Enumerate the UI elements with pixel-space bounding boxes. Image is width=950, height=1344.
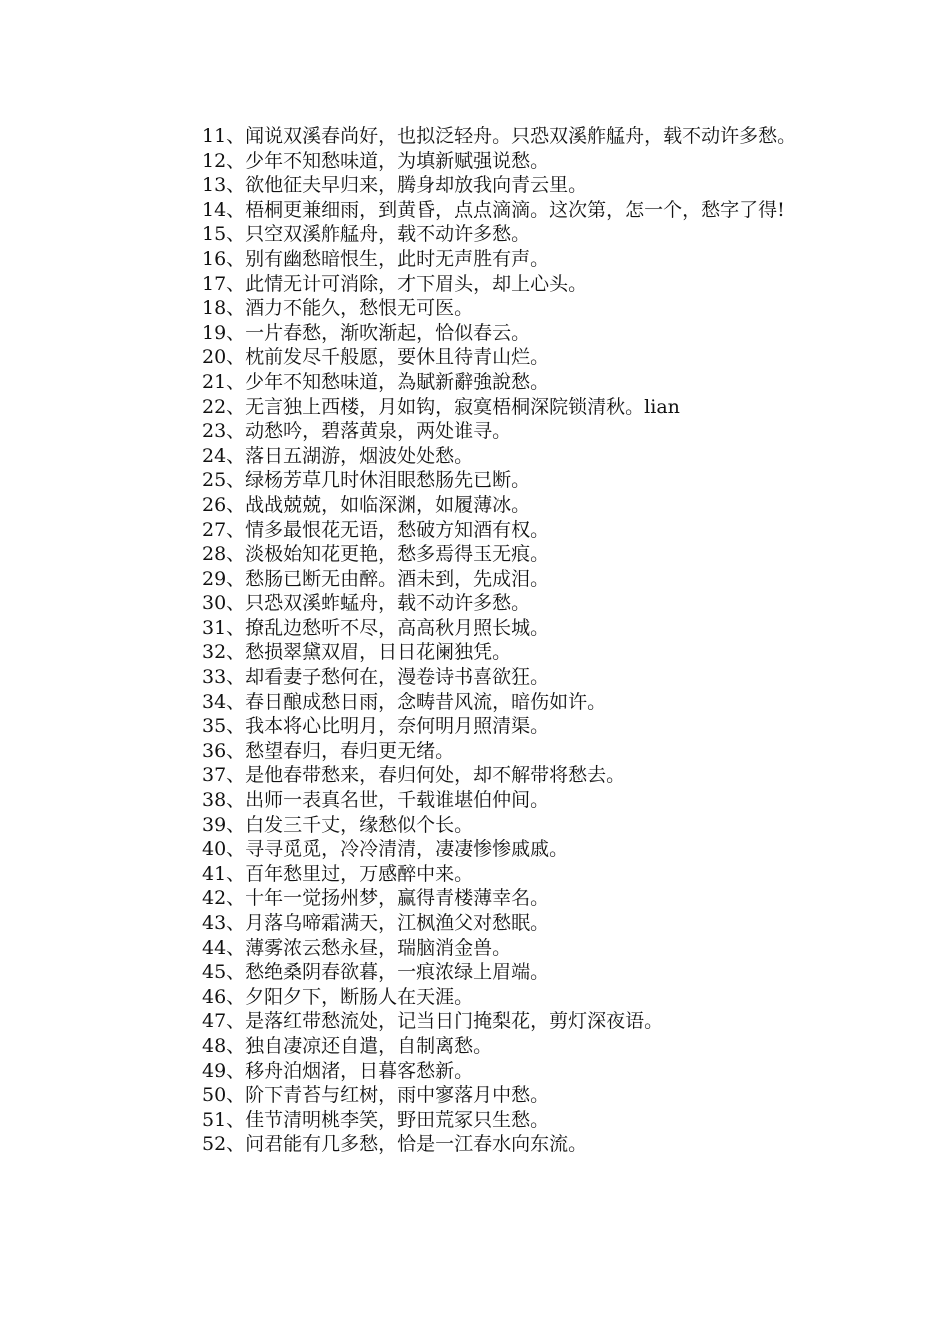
quote-line: 19、一片春愁，渐吹渐起，恰似春云。 xyxy=(202,321,531,344)
quote-line: 20、枕前发尽千般愿，要休且待青山烂。 xyxy=(202,346,550,369)
quote-line: 36、愁望春归，春归更无绪。 xyxy=(202,739,455,762)
quote-line: 27、情多最恨花无语，愁破方知酒有权。 xyxy=(202,518,550,541)
quote-line: 31、撩乱边愁听不尽，高高秋月照长城。 xyxy=(202,616,550,639)
quote-line: 45、愁绝桑阴春欲暮，一痕浓绿上眉端。 xyxy=(202,961,550,984)
quote-line: 38、出师一表真名世，千载谁堪伯仲间。 xyxy=(202,789,550,812)
quote-line: 15、只空双溪舴艋舟，载不动许多愁。 xyxy=(202,223,531,246)
quote-line: 37、是他春带愁来，春归何处，却不解带将愁去。 xyxy=(202,764,626,787)
quote-line: 49、移舟泊烟渚，日暮客愁新。 xyxy=(202,1059,474,1082)
quote-line: 34、春日酿成愁日雨，念畴昔风流，暗伤如许。 xyxy=(202,690,607,713)
quote-list xyxy=(146,124,806,1157)
quote-line: 33、却看妻子愁何在，漫卷诗书喜欲狂。 xyxy=(202,666,550,689)
quote-line: 16、别有幽愁暗恨生，此时无声胜有声。 xyxy=(202,247,550,270)
quote-line: 48、独自凄凉还自遣，自制离愁。 xyxy=(202,1034,493,1057)
quote-line: 51、佳节清明桃李笑，野田荒冢只生愁。 xyxy=(202,1108,550,1131)
quote-line: 23、动愁吟，碧落黄泉，两处谁寻。 xyxy=(202,420,512,443)
quote-line: 32、愁损翠黛双眉，日日花阑独凭。 xyxy=(202,641,512,664)
quote-line: 17、此情无计可消除，才下眉头，却上心头。 xyxy=(202,272,588,295)
quote-line: 14、梧桐更兼细雨，到黄昏，点点滴滴。这次第，怎一个，愁字了得! xyxy=(202,198,785,221)
quote-line: 47、是落红带愁流处，记当日门掩梨花，剪灯深夜语。 xyxy=(202,1010,664,1033)
quote-line: 29、愁肠已断无由醉。酒未到，先成泪。 xyxy=(202,567,550,590)
quote-line: 18、酒力不能久，愁恨无可医。 xyxy=(202,297,474,320)
quote-line: 24、落日五湖游，烟波处处愁。 xyxy=(202,444,474,467)
quote-line: 43、月落乌啼霜满天，江枫渔父对愁眠。 xyxy=(202,912,550,934)
quote-line: 40、寻寻觅觅，冷冷清清，凄凄惨惨戚戚。 xyxy=(202,838,569,861)
quote-line: 35、我本将心比明月，奈何明月照清渠。 xyxy=(202,715,550,738)
quote-line: 25、绿杨芳草几时休泪眼愁肠先已断。 xyxy=(202,469,531,492)
quote-line: 46、夕阳夕下，断肠人在天涯。 xyxy=(202,985,474,1008)
quote-line: 11、闻说双溪春尚好，也拟泛轻舟。只恐双溪舴艋舟，载不动许多愁。 xyxy=(202,125,797,147)
quote-line: 13、欲他征夫早归来，腾身却放我向青云里。 xyxy=(202,174,588,197)
quote-line: 21、少年不知愁味道，為賦新辭強說愁。 xyxy=(202,370,550,393)
quote-line: 44、薄雾浓云愁永昼，瑞脑消金兽。 xyxy=(202,936,512,959)
quote-line: 41、百年愁里过，万感醉中来。 xyxy=(202,862,474,885)
quote-line: 12、少年不知愁味道，为填新赋强说愁。 xyxy=(202,149,550,172)
quote-line: 42、十年一觉扬州梦，赢得青楼薄幸名。 xyxy=(202,887,550,910)
quote-line: 39、白发三千丈，缘愁似个长。 xyxy=(202,813,474,836)
quote-line: 50、阶下青苔与红树，雨中寥落月中愁。 xyxy=(202,1084,550,1107)
quote-line: 26、战战兢兢，如临深渊，如履薄冰。 xyxy=(202,493,531,516)
quote-line: 22、无言独上西楼，月如钩，寂寞梧桐深院锁清秋。lian xyxy=(202,395,680,418)
quote-line: 30、只恐双溪蚱蜢舟，载不动许多愁。 xyxy=(202,592,531,615)
quote-line: 28、淡极始知花更艳，愁多焉得玉无痕。 xyxy=(202,543,550,566)
quote-line: 52、问君能有几多愁，恰是一江春水向东流。 xyxy=(202,1133,588,1156)
